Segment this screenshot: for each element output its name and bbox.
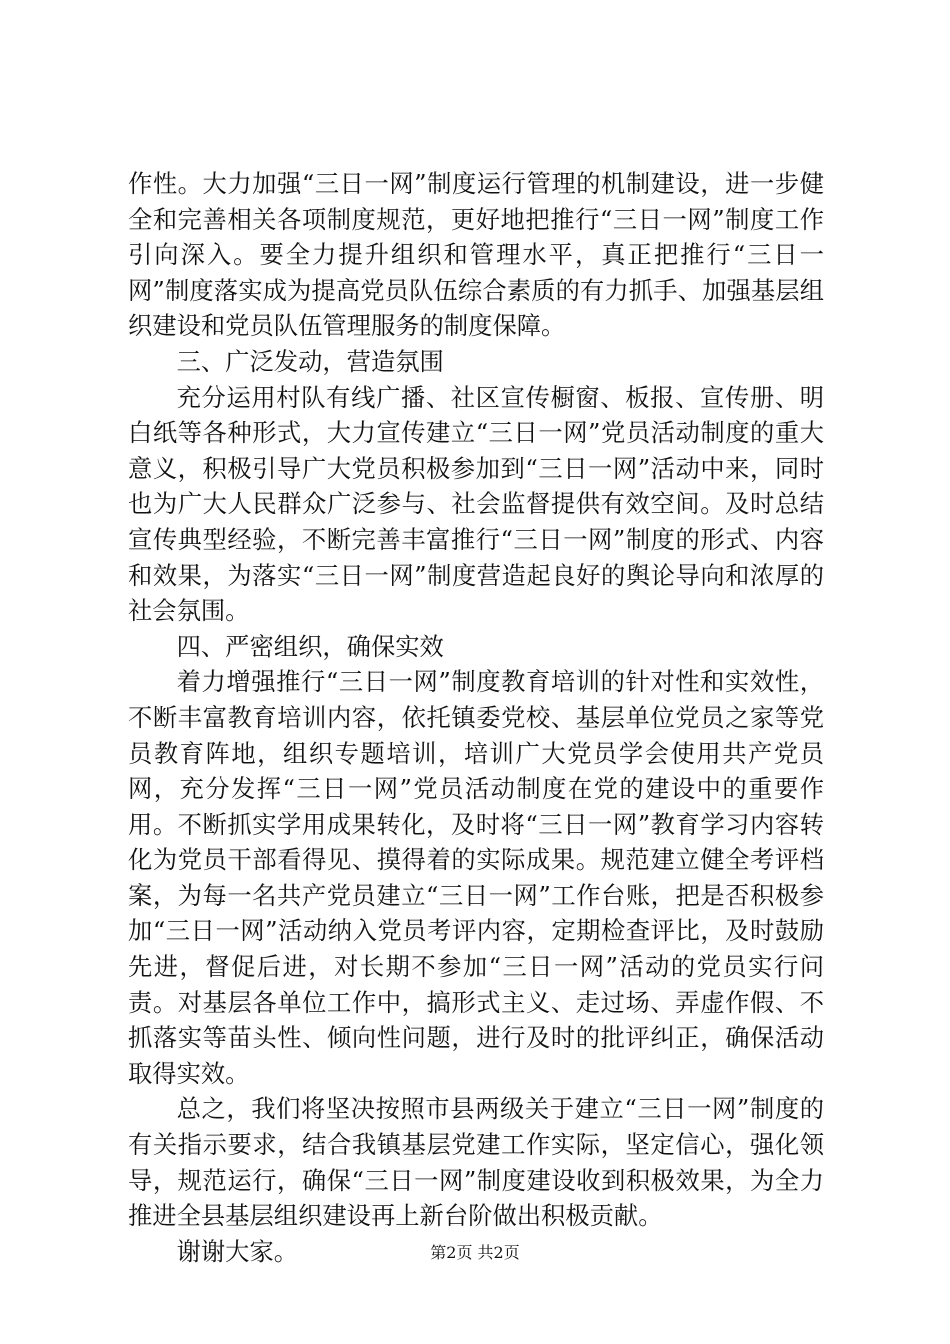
document-body	[128, 166, 824, 1269]
paragraph-publicity: 充分运用村队有线广播、社区宣传橱窗、板报、宣传册、明白纸等各种形式，大力宣传建立“三日一网”党员活动制度的重大意义，积极引导广大党员积极参加到“三日一网”活动中来，同时也为广大人民群众广泛参与、社会监督提供有效空间。及时总结宣传典型经验，不断完善丰富推行“三日一网”制度的形式、内容和效果，为落实“三日一网”制度营造起良好的舆论导向和浓厚的社会氛围。	[128, 382, 824, 626]
section-heading-4: 四、严密组织，确保实效	[176, 631, 444, 661]
section-heading-3: 三、广泛发动，营造氛围	[176, 346, 444, 376]
paragraph-organization: 着力增强推行“三日一网”制度教育培训的针对性和实效性，不断丰富教育培训内容，依托镇委党校、基层单位党员之家等党员教育阵地，组织专题培训，培训广大党员学会使用共产党员网，充分发挥“三日一网”党员活动制度在党的建设中的重要作用。不断抓实学用成果转化，及时将“三日一网”教育学习内容转化为党员干部看得见、摸得着的实际成果。规范建立健全考评档案，为每一名共产党员建立“三日一网”工作台账，把是否积极参加“三日一网”活动纳入党员考评内容，定期检查评比，及时鼓励先进，督促后进，对长期不参加“三日一网”活动的党员实行问责。对基层各单位工作中，搞形式主义、走过场、弄虚作假、不抓落实等苗头性、倾向性问题，进行及时的批评纠正，确保活动取得实效。	[128, 667, 824, 1088]
paragraph-conclusion: 总之，我们将坚决按照市县两级关于建立“三日一网”制度的有关指示要求，结合我镇基层党建工作实际，坚定信心，强化领导，规范运行，确保“三日一网”制度建设收到积极效果，为全力推进全县基层组织建设再上新台阶做出积极贡献。	[128, 1094, 824, 1231]
page-footer: 第2页 共2页	[430, 1243, 520, 1262]
paragraph-thanks: 谢谢大家。	[176, 1236, 299, 1266]
paragraph-continuation: 作性。大力加强“三日一网”制度运行管理的机制建设，进一步健全和完善相关各项制度规范，更好地把推行“三日一网”制度工作引向深入。要全力提升组织和管理水平，真正把推行“三日一网”制度落实成为提高党员队伍综合素质的有力抓手、加强基层组织建设和党员队伍管理服务的制度保障。	[128, 169, 824, 341]
